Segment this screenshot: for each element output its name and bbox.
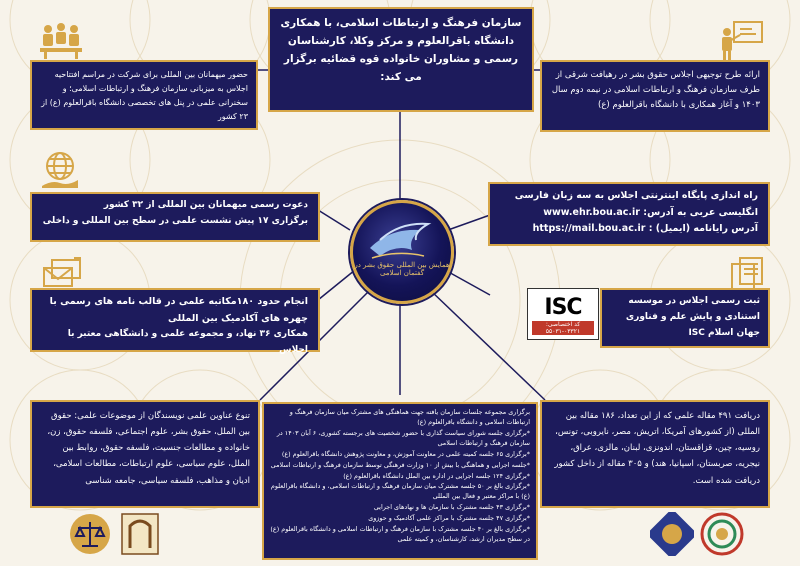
bottom-right-text: دریافت ۴۹۱ مقاله علمی که از این تعداد، ۱۸۶ مقاله بین المللی (از کشورهای آمریکا، اتریش، مصر، نایروبی، تونس، روسیه، چین، قزاقستان، اندونزی، لبنان، مالزی، عراق، نیجریه، صربستان، اسپانیا، هند) و ۳۰۵ مقاله از داخل کشور دریافت شده است. xyxy=(554,411,760,486)
bottom-left-text: تنوع عناوین علمی نویسندگان از موضوعات علمی: حقوق بین الملل، حقوق بشر، علوم اجتماعی، فلسفه حقوق، زن، خانواده و مطالعات جنسیت، فلسفه حقوق، روابط بین الملل، علوم سیاسی، علوم ارتباطات، مطالعات اسلامی، ادیان و مذاهب، فلسفه سیاسی، جامعه شناسی xyxy=(47,411,250,486)
mid-left-text-2: برگزاری ۱۷ پیش نشست علمی در سطح بین المللی و داخلی xyxy=(42,215,308,226)
top-right-text: ارائه طرح توجیهی اجلاس حقوق بشر در رهیافت شرقی از طرف سازمان فرهنگ و ارتباطات اسلامی در نیمه دوم سال ۱۴۰۳ و آغاز همکاری با دانشگاه باقرالعلوم (ع) xyxy=(551,70,760,110)
top-left-text: حضور میهمانان بین المللی برای شرکت در مراسم افتتاحیه اجلاس به میزبانی سازمان فرهنگ و ارتباطات اسلامی؛ و سخنرانی علمی در پنل های تخصصی دانشگاه باقرالعلوم (ع) از ۲۳ کشور xyxy=(41,70,248,121)
center-title: سازمان فرهنگ و ارتباطات اسلامی، با همکاری دانشگاه باقرالعلوم و مرکز وکلا، کارشناسان رسمی و مشاوران خانواده قوه قضائیه برگزار می کند: xyxy=(280,17,522,83)
info-box-right-3 xyxy=(600,288,770,348)
isc-code: کد اختصاصی: ۰۳۳۲۱-۵۵۰۳۱ xyxy=(532,321,594,335)
globe-hand-icon xyxy=(38,150,82,190)
info-box-mid-right xyxy=(488,182,770,246)
list-item: *برگزاری بالغ بر ۴۰ جلسه مشترک با سازمان فرهنگ و ارتباطات اسلامی و دانشگاه باقرالعلوم (ع) در سطح مدیران ارشد، کارشناسان، و کمیته علمی xyxy=(270,525,530,544)
right3-text: ثبت رسمی اجلاس در موسسه استنادی و پایش علم و فناوری جهان اسلام ISC xyxy=(625,296,760,338)
list-item: *برگزاری ۴۳ جلسه مشترک با سازمان ها و نهادهای اجرایی xyxy=(373,503,530,512)
list-item: *برگزاری ۱۲۴ جلسه اجرایی در اداره بین الملل دانشگاه باقرالعلوم (ع) xyxy=(343,471,530,480)
mid-right-text-1: راه اندازی پایگاه اینترنتی اجلاس به سه زبان فارسی انگلیسی عربی به آدرس: www.ehr.bou.ac.ir xyxy=(514,190,758,218)
info-box-top-right xyxy=(540,60,770,132)
left3-text-2: همکاری ۳۶ نهاد، و مجموعه علمی و دانشگاهی معتبر با اجلاس xyxy=(67,329,308,355)
isc-logo xyxy=(527,288,599,340)
conference-logo xyxy=(350,200,454,304)
info-box-bottom-right xyxy=(540,400,770,508)
footer-logo-scales xyxy=(68,512,112,556)
list-item: *برگزاری جلسه شورای سیاست گذاری با حضور شخصیت های برجسته کشوری، ۶ آبان ۱۴۰۳ در سازمان فرهنگ و ارتباطات اسلامی xyxy=(276,428,530,447)
presenter-board-icon xyxy=(718,20,764,62)
people-meeting-icon xyxy=(38,20,84,60)
list-item: برگزاری مجموعه جلسات سازمان یافته جهت هماهنگی های مشترک میان سازمان فرهنگ و ارتباطات اسلامی و دانشگاه باقرالعلوم (ع) xyxy=(289,408,530,426)
info-box-bottom-left xyxy=(30,400,260,508)
bottom-center-list xyxy=(270,408,530,545)
center-title-box xyxy=(268,7,534,112)
info-box-top-left xyxy=(30,60,258,130)
document-stack-icon xyxy=(728,256,768,292)
footer-logo-university xyxy=(120,512,160,556)
info-box-left-3 xyxy=(30,288,320,355)
list-item: *برگزاری ۶۵ جلسه کمیته علمی در معاونت آموزش، و معاونت پژوهش دانشگاه باقرالعلوم (ع) xyxy=(281,449,530,458)
logo-label: همایش بین المللی حقوق بشر در گفتمان اسلامی xyxy=(354,261,450,277)
envelope-stack-icon xyxy=(40,256,84,290)
footer-logo-conference xyxy=(700,512,744,556)
info-box-mid-left xyxy=(30,192,320,242)
mid-right-text-2: آدرس رایانامه (ایمیل) : https://mail.bou.ac.ir xyxy=(532,223,758,235)
isc-label: ISC xyxy=(544,295,582,320)
info-box-bottom-center xyxy=(262,402,538,560)
footer-logo-organization xyxy=(650,512,694,556)
list-item: *برگزاری ۴۷ جلسه مشترک با مراکز علمی آکادمیک و حوزوی xyxy=(368,514,530,523)
mid-left-text-1: دعوت رسمی میهمانان بین المللی از ۳۲ کشور xyxy=(103,200,308,210)
list-item: *جلسه اجرایی و هماهنگی با بیش از ۱۰ وزارت فرهنگی توسط سازمان فرهنگ و ارتباطات اسلامی xyxy=(270,460,530,469)
left3-text-1: انجام حدود ۱۸۰مکاتبه علمی در قالب نامه های رسمی با چهره های آکادمیک بین المللی xyxy=(49,296,308,324)
list-item: *برگزاری بالغ بر ۵۰ جلسه مشترک میان سازمان فرهنگ و ارتباطات اسلامی، و دانشگاه باقرالعلوم (ع) با مراکز معتبر و فعال بین المللی xyxy=(270,482,530,501)
